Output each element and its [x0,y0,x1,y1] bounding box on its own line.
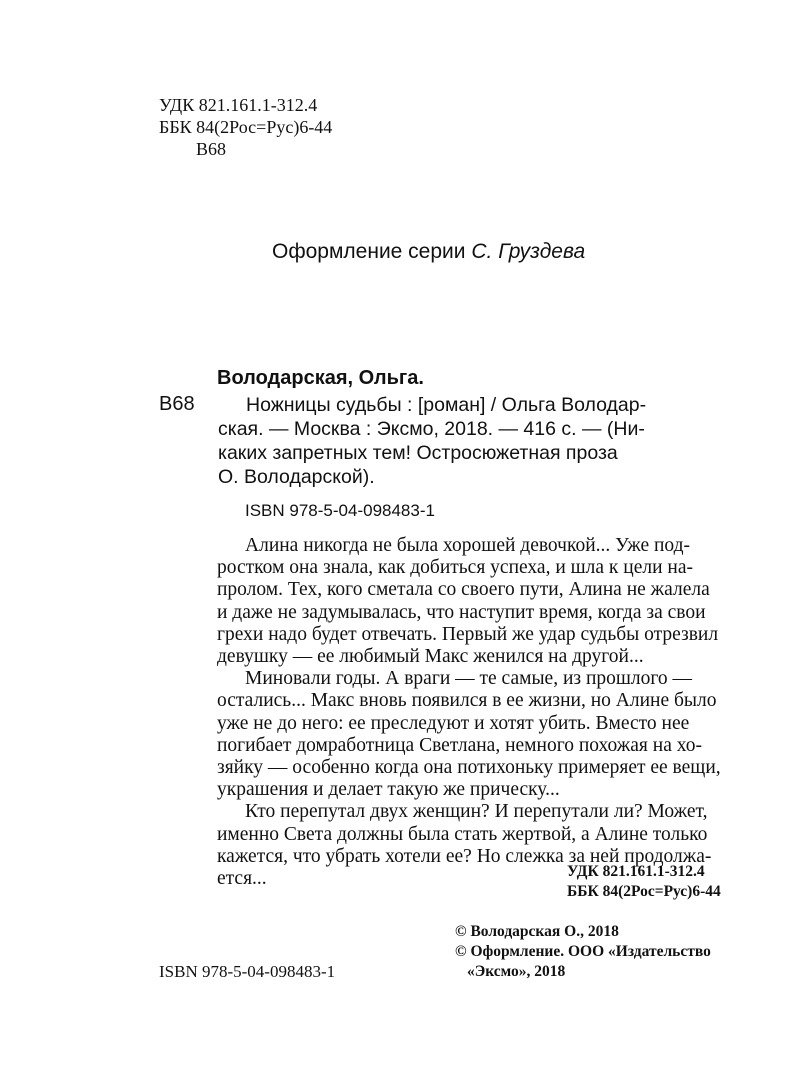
annotation-line: грехи надо будет отвечать. Первый же удар судьбы отрезвил [217,623,719,645]
annotation-line: ростком она знала, как добиться успеха, и шла к цели на- [217,557,693,579]
catalog-author: Володарская, Ольга. [217,367,424,389]
annotation-line: Миновали годы. А враги — те самые, из прошлого — [245,668,693,690]
series-design-prefix: Оформление серии [272,240,466,263]
annotation-line: уже не до него: ее преследуют и хотят убить. Вместо нее [217,712,690,734]
bottom-bbk-code: ББК 84(2Рос=Рус)6-44 [567,883,721,900]
series-design-credit [272,240,585,264]
catalog-description [218,393,723,489]
author-mark: В68 [196,139,227,159]
catalog-description-line: каких запретных тем! Остросюжетная проза [218,442,618,464]
annotation-line: именно Света должны была стать жертвой, а Алине только [217,823,708,845]
bottom-isbn: ISBN 978-5-04-098483-1 [159,962,336,981]
annotation [217,535,724,890]
catalog-isbn: ISBN 978-5-04-098483-1 [245,501,435,520]
annotation-line: украшения и делает такую же прическу... [217,779,560,801]
copyright-line: © Оформление. ООО «Издательство [455,943,711,960]
catalog-description-line: ская. — Москва : Эксмо, 2018. — 416 с. — (Ни- [218,418,645,440]
copyright-line: © Володарская О., 2018 [455,923,619,940]
bottom-udk-code: УДК 821.161.1-312.4 [567,863,705,880]
copyright-line: «Эксмо», 2018 [467,963,566,980]
udk-code: УДК 821.161.1-312.4 [159,95,318,115]
series-designer-name: С. Груздева [471,240,586,263]
catalog-description-line: О. Володарской). [218,466,375,488]
annotation-line: зяйку — особенно когда она потихоньку примеряет ее вещи, [217,757,721,779]
bbk-code: ББК 84(2Рос=Рус)6-44 [159,117,333,137]
annotation-line: девушку — ее любимый Макс женился на другой... [217,646,644,668]
annotation-line: и даже не задумывалась, что наступит время, когда за свои [217,601,706,623]
annotation-line: Алина никогда не была хорошей девочкой... Уже под- [245,535,691,556]
annotation-line: ется... [217,868,267,890]
catalog-description-line: Ножницы судьбы : [роман] / Ольга Володар- [246,394,647,416]
annotation-line: пролом. Тех, кого сметала со своего пути, Алина не жалела [217,579,710,601]
annotation-line: кажется, что убрать хотели ее? Но слежка за ней продолжа- [217,845,712,867]
catalog-mark: В68 [159,393,195,415]
annotation-line: Кто перепутал двух женщин? И перепутали ли? Может, [245,801,708,823]
annotation-line: остались... Макс вновь появился в ее жизни, но Алине было [217,690,717,712]
annotation-line: погибает домработница Светлана, немного похожая на хо- [217,734,702,756]
